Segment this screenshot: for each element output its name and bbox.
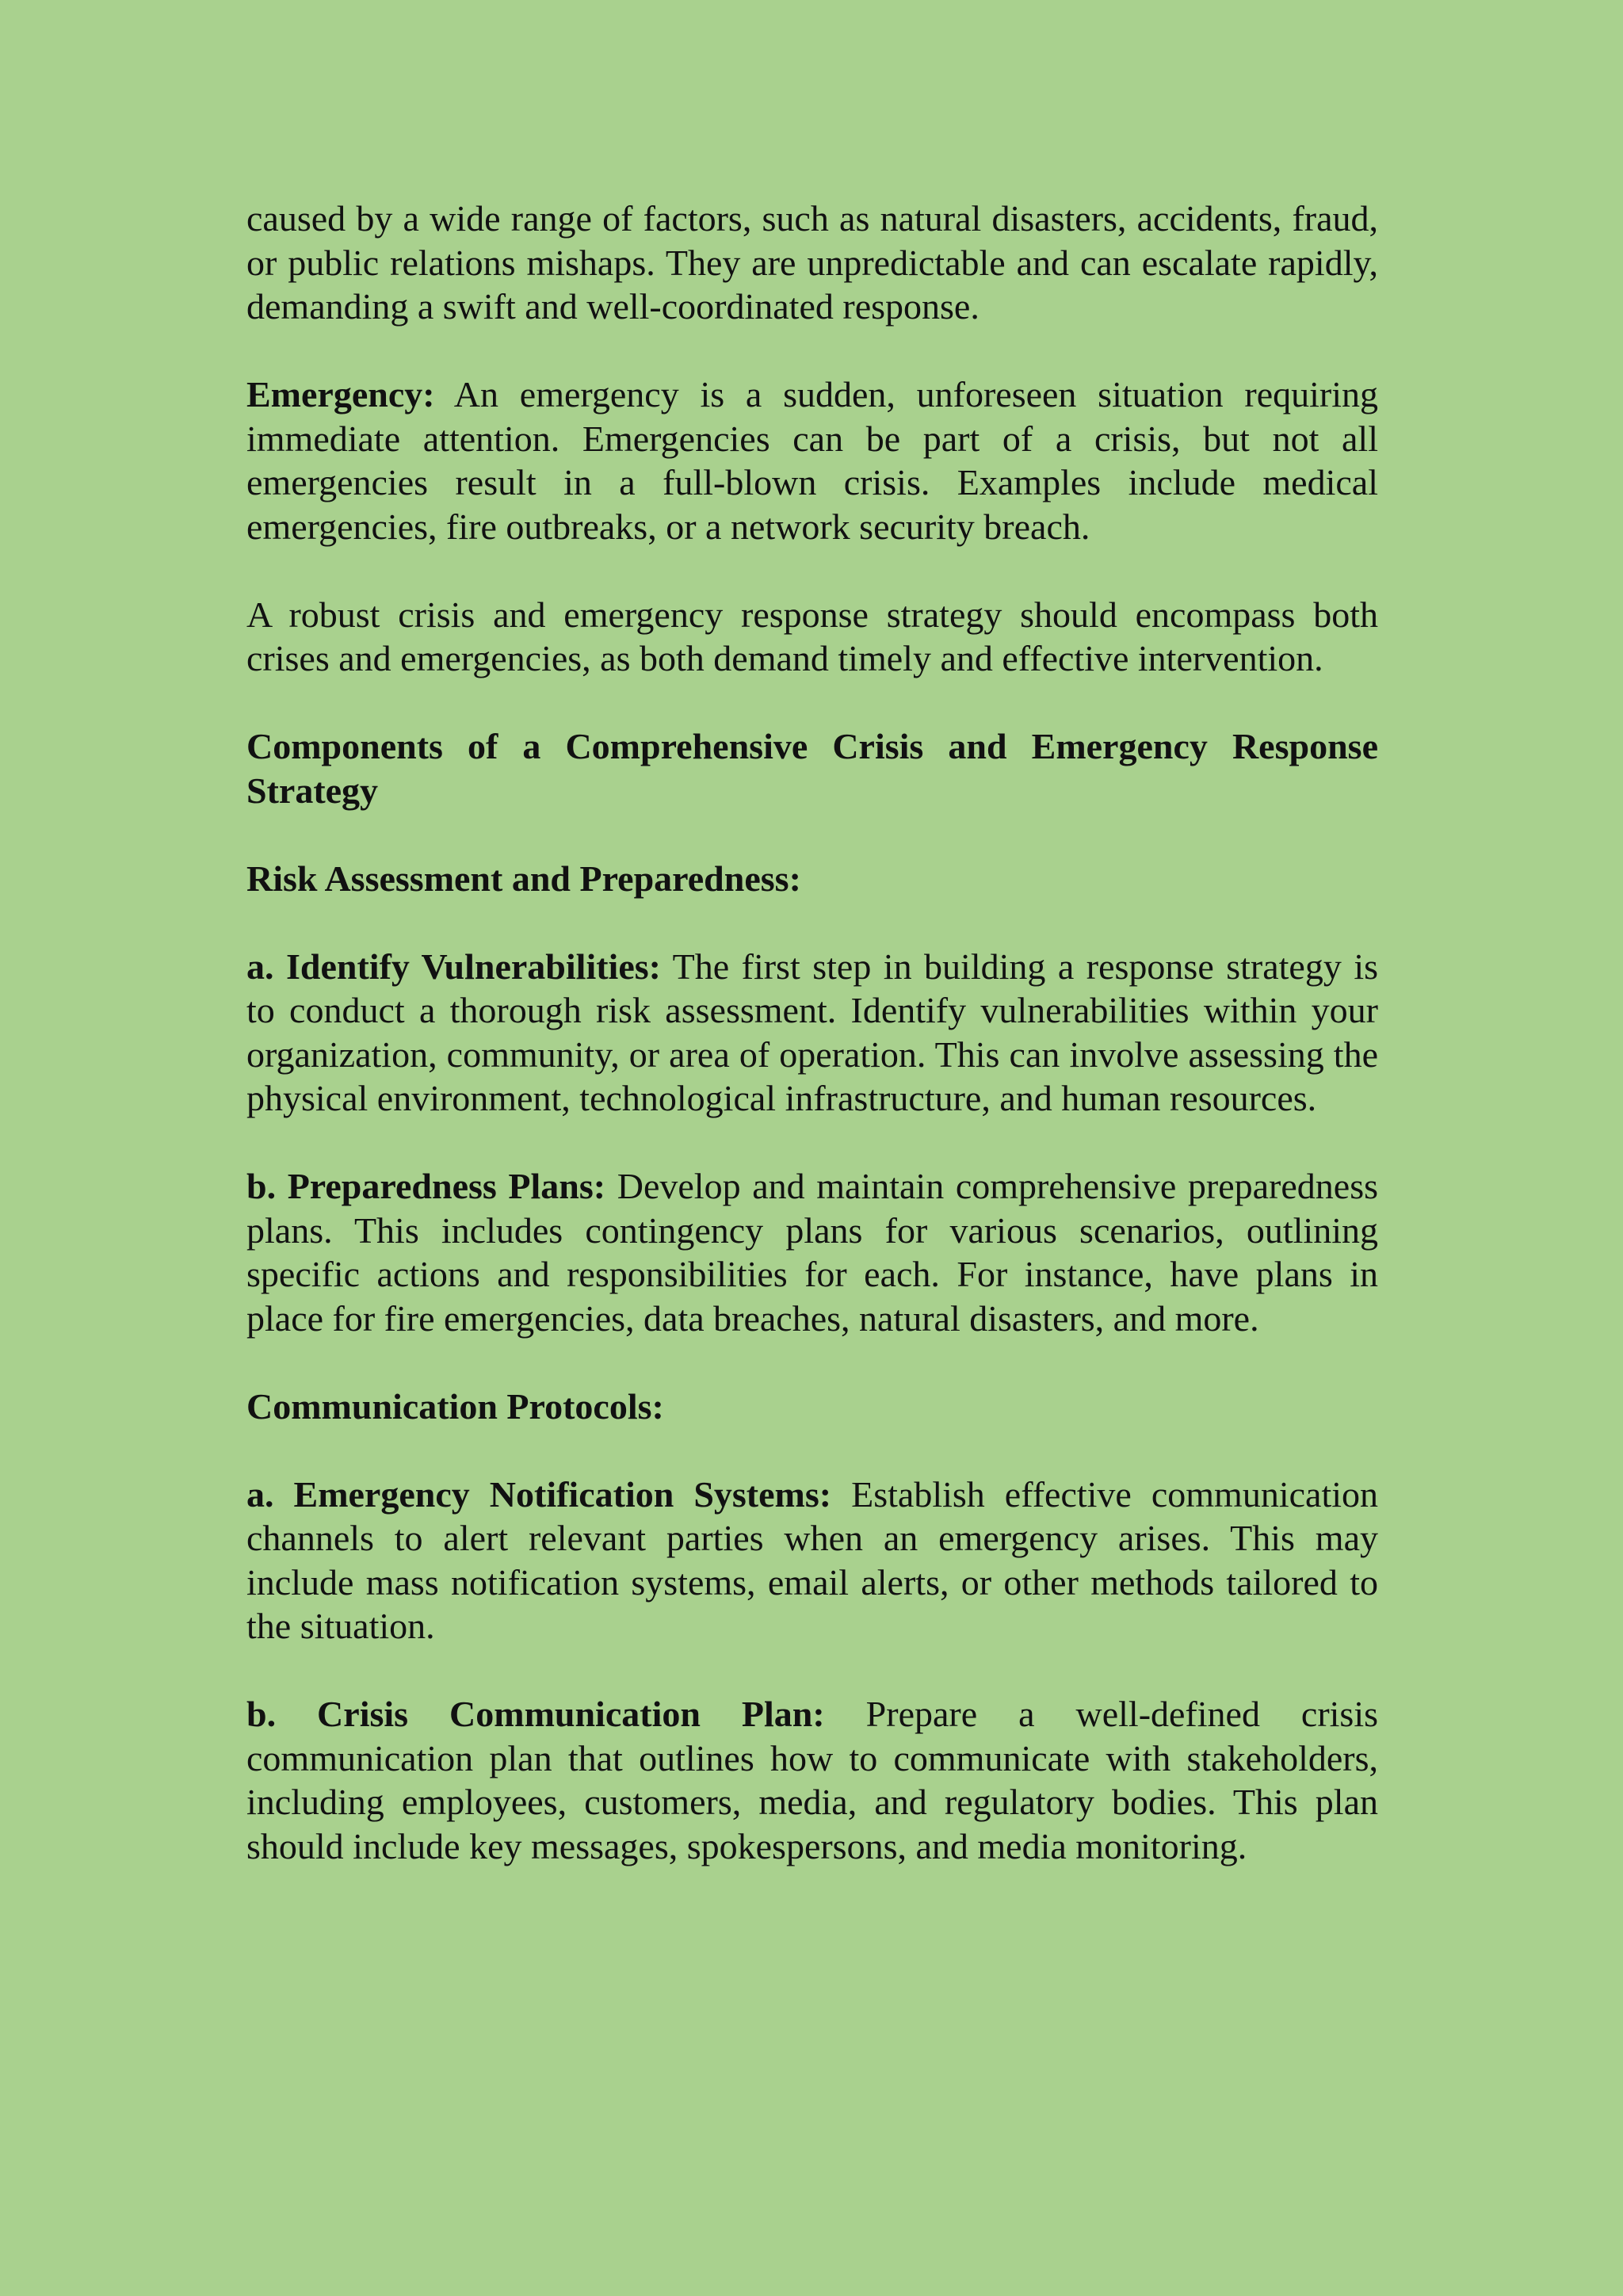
emergency-notification-text: Establish effective communication channels to alert relevant parties when an emergency arises. This may include mass notification systems, email alerts, or other methods tailored to the situation.	[246, 1473, 1379, 1646]
emergency-notification-label: a. Emergency Notification Systems:	[246, 1473, 832, 1515]
emergency-definition-text: An emergency is a sudden, unforeseen situation requiring immediate attention. Emergencies can be part of a crisis, but not all emergencies result in a full-blown crisis. Examples include medical emergencies, fire outbreaks, or a network security breach.	[246, 374, 1378, 547]
document-body	[246, 197, 1378, 1912]
identify-vulnerabilities-paragraph	[246, 945, 1378, 1121]
identify-vulnerabilities-text: The first step in building a response strategy is to conduct a thorough risk assessment. Identify vulnerabilities within your organization, community, or area of operation. This can involve assessing the physical environment, technological infrastructure, and human resources.	[246, 946, 1378, 1118]
identify-vulnerabilities-label: a. Identify Vulnerabilities:	[246, 946, 661, 987]
preparedness-plans-label: b. Preparedness Plans:	[246, 1166, 606, 1206]
communication-section-heading: Communication Protocols:	[246, 1385, 664, 1427]
emergency-notification-paragraph	[246, 1473, 1378, 1648]
emergency-term: Emergency:	[246, 374, 435, 415]
crisis-communication-paragraph	[246, 1692, 1378, 1868]
summary-paragraph: A robust crisis and emergency response strategy should encompass both crises and emergencies, as both demand timely and effective intervention.	[246, 594, 1378, 678]
preparedness-plans-paragraph	[246, 1164, 1378, 1340]
intro-paragraph: caused by a wide range of factors, such as natural disasters, accidents, fraud, or public relations mishaps. They are unpredictable and can escalate rapidly, demanding a swift and well-coordinated response.	[246, 198, 1378, 327]
preparedness-plans-text: Develop and maintain comprehensive preparedness plans. This includes contingency plans for various scenarios, outlining specific actions and responsibilities for each. For instance, have plans in place for fire emergencies, data breaches, natural disasters, and more.	[246, 1166, 1379, 1339]
emergency-definition-paragraph	[246, 372, 1378, 548]
components-heading: Components of a Comprehensive Crisis and Emergency Response Strategy	[246, 726, 1378, 811]
crisis-communication-text: Prepare a well-defined crisis communication plan that outlines how to communicate with stakeholders, including employees, customers, media, and regulatory bodies. This plan should include key messages, spokespersons, and media monitoring.	[246, 1694, 1379, 1866]
risk-section-heading: Risk Assessment and Preparedness:	[246, 858, 801, 899]
crisis-communication-label: b. Crisis Communication Plan:	[246, 1694, 825, 1734]
